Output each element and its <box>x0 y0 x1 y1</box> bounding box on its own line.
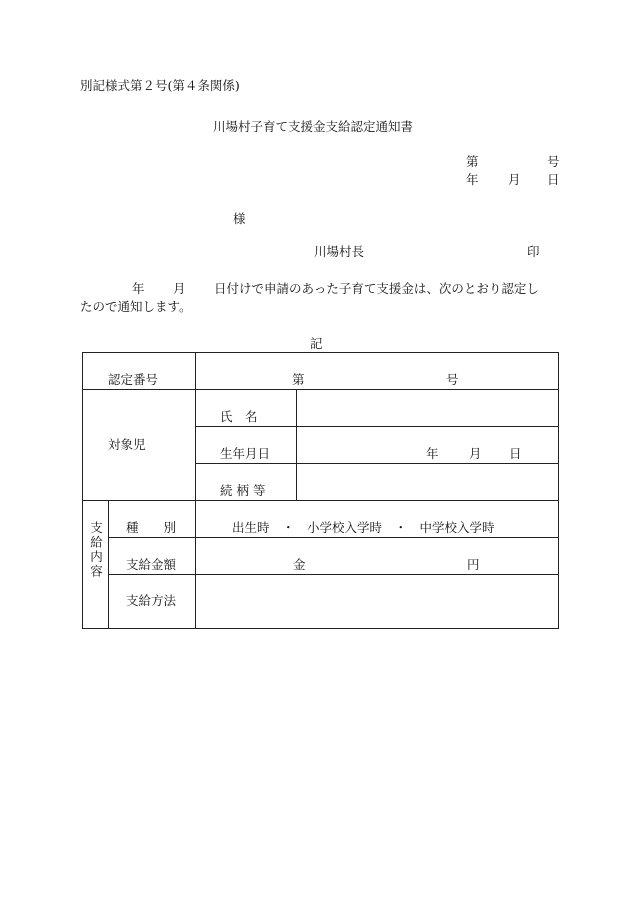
child-label-cell <box>83 390 196 501</box>
cert-number-label: 認定番号 <box>108 371 159 387</box>
type-label-cell <box>109 501 196 538</box>
type-options: 出生時 ・ 小学校入学時 ・ 中学校入学時 <box>232 519 495 535</box>
type-label: 種 別 <box>126 519 177 535</box>
date-month: 月 <box>508 172 521 187</box>
birth-label-cell <box>196 427 297 464</box>
name-label-cell <box>196 390 297 427</box>
amount-kin: 金 <box>293 556 306 572</box>
birth-year: 年 <box>426 445 439 461</box>
relation-label-cell <box>196 464 297 501</box>
sender-name: 川場村長 <box>314 244 365 259</box>
amount-label-cell <box>109 538 196 575</box>
cert-number-suffix: 号 <box>446 371 459 387</box>
body-month: 月 <box>173 281 186 296</box>
birth-month: 月 <box>469 445 482 461</box>
row-payment-amount <box>83 538 559 575</box>
certification-table <box>82 352 559 629</box>
amount-label: 支給金額 <box>126 556 177 572</box>
ki-heading: 記 <box>310 336 323 351</box>
body-line-1-text: 日付けで申請のあった子育て支援金は、次のとおり認定し <box>214 281 539 296</box>
body-line-1 <box>80 283 560 296</box>
payment-label: 支給内容 <box>88 521 104 579</box>
date-day: 日 <box>547 172 560 187</box>
birth-label: 生年月日 <box>220 445 271 461</box>
form-label: 別記様式第２号(第４条関係) <box>80 78 240 93</box>
method-value-cell[interactable] <box>196 575 559 629</box>
body-line-2: たので通知します。 <box>80 299 192 314</box>
name-label: 氏 名 <box>220 408 258 424</box>
payment-label-cell <box>83 501 109 629</box>
birth-day: 日 <box>509 445 522 461</box>
amount-yen: 円 <box>467 556 480 572</box>
cert-number-value-cell[interactable] <box>196 353 559 390</box>
name-value-cell[interactable] <box>297 390 559 427</box>
date-year: 年 <box>466 172 479 187</box>
body-year: 年 <box>132 281 145 296</box>
method-label: 支給方法 <box>126 593 177 608</box>
row-payment-type <box>83 501 559 538</box>
cert-number-prefix: 第 <box>292 371 305 387</box>
row-child-name <box>83 390 559 427</box>
birth-value-cell[interactable] <box>297 427 559 464</box>
type-value-cell[interactable] <box>196 501 559 538</box>
relation-value-cell[interactable] <box>297 464 559 501</box>
child-label: 対象児 <box>108 436 146 452</box>
doc-number-suffix: 号 <box>547 154 560 169</box>
document-title: 川場村子育て支援金支給認定通知書 <box>213 119 414 134</box>
row-payment-method <box>83 575 559 629</box>
method-label-cell <box>109 575 196 629</box>
amount-value-cell[interactable] <box>196 538 559 575</box>
seal-mark: 印 <box>527 244 540 259</box>
relation-label: 続 柄 等 <box>220 482 266 498</box>
cert-number-label-cell <box>83 353 196 390</box>
addressee-honorific: 様 <box>233 211 246 226</box>
row-cert-number <box>83 353 559 390</box>
doc-number-prefix: 第 <box>466 154 479 169</box>
